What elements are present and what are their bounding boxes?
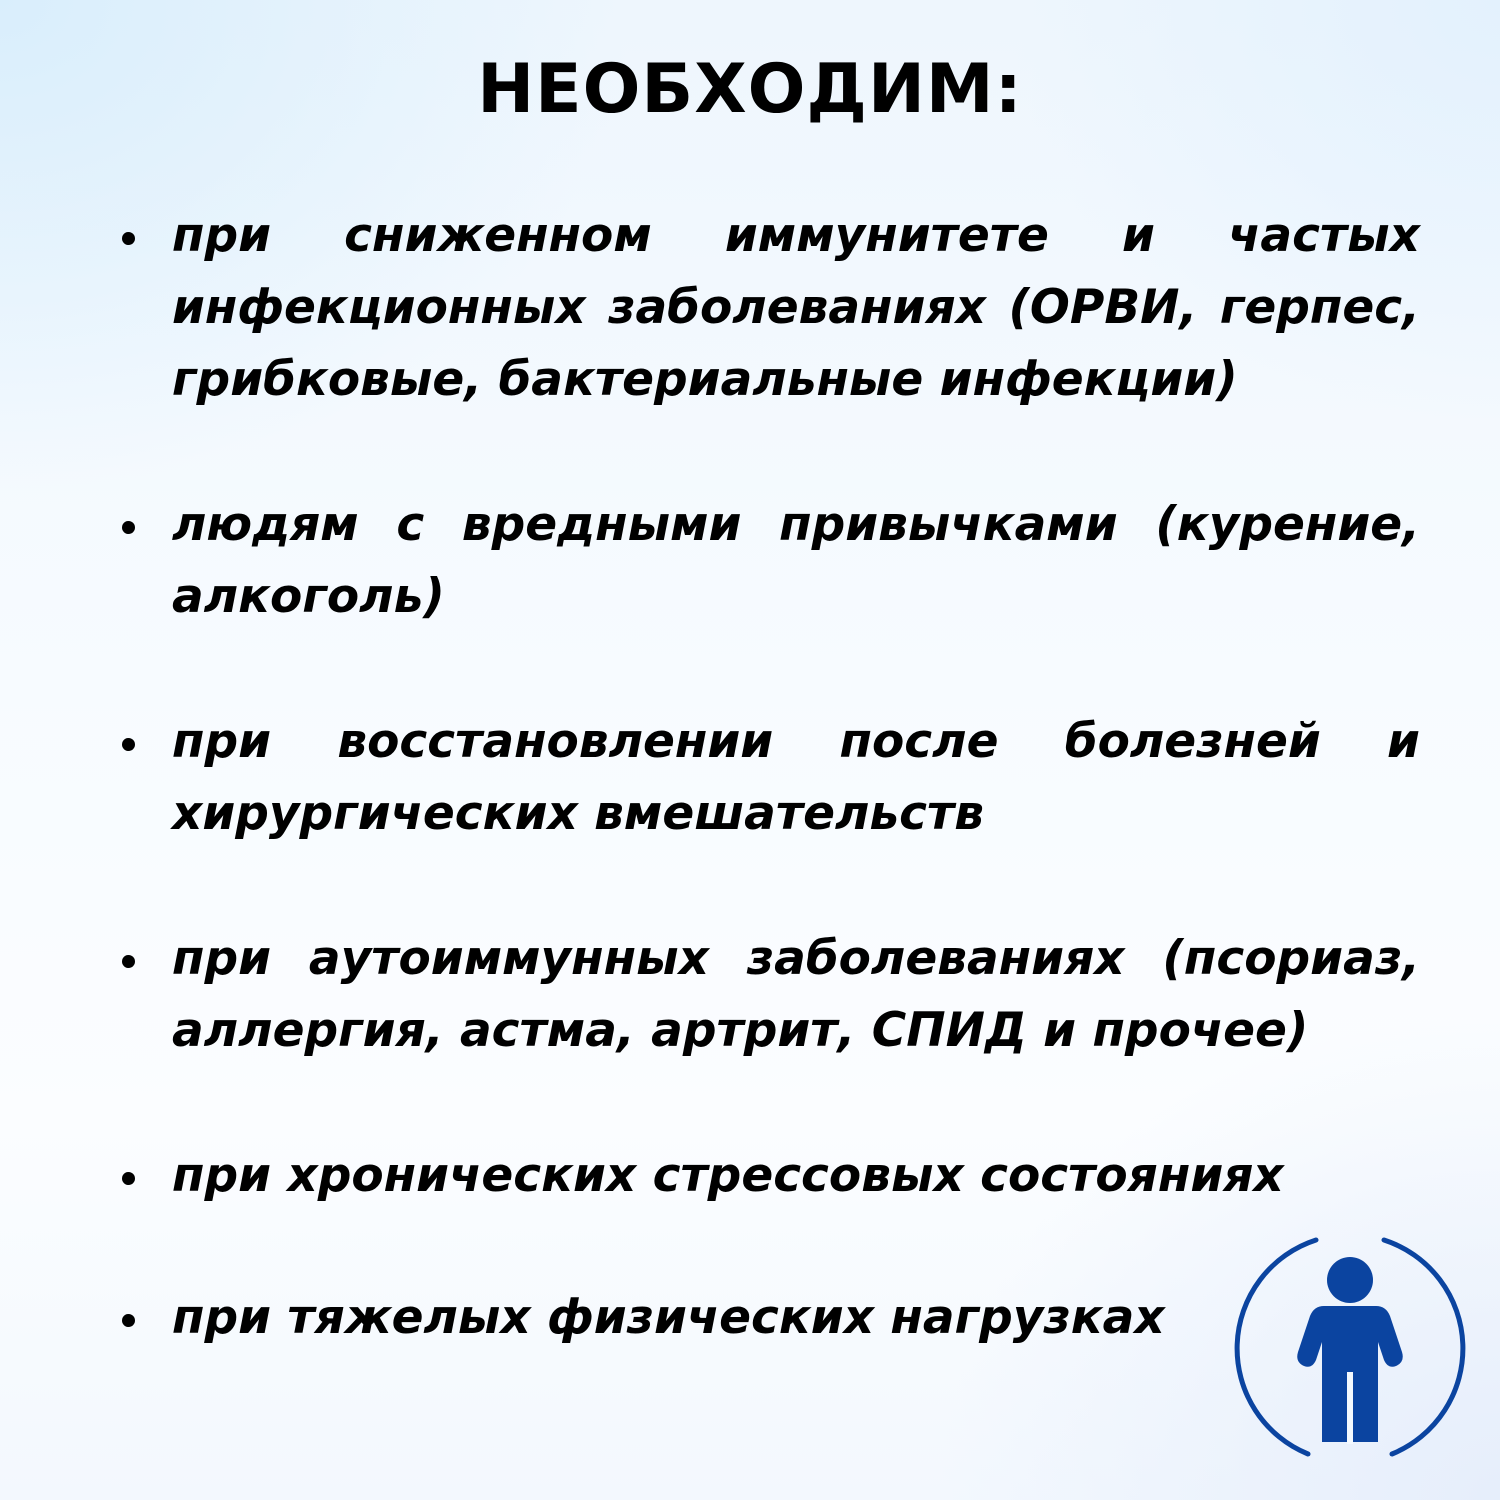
list-item: [110, 489, 1420, 633]
bullet-icon: [122, 738, 135, 751]
bullet-icon: [122, 232, 135, 245]
bullet-icon: [122, 1172, 135, 1185]
list-item: [110, 923, 1420, 1067]
bullet-icon: [122, 955, 135, 968]
list-item-text: людям с вредными привычками (курение, алкоголь): [172, 497, 1420, 624]
person-leg-gap: [1347, 1372, 1353, 1444]
list-item: [110, 706, 1420, 850]
list-item-text: при аутоиммунных заболеваниях (псориаз, аллергия, астма, артрит, СПИД и прочее): [172, 931, 1420, 1058]
bullet-icon: [122, 1314, 135, 1327]
person-head: [1327, 1257, 1373, 1303]
indications-list: [110, 200, 1420, 1424]
bullet-icon: [122, 521, 135, 534]
list-item: [110, 1140, 1420, 1212]
list-item: [110, 1282, 1420, 1354]
list-item-text: при хронических стрессовых состояниях: [172, 1148, 1284, 1203]
list-item-text: при сниженном иммунитете и частых инфекционных заболеваниях (ОРВИ, герпес, грибковые, бактериальные инфекции): [172, 208, 1420, 407]
page-title: НЕОБХОДИМ:: [477, 50, 1023, 129]
person-in-circle-icon: [1228, 1232, 1472, 1468]
list-item: [110, 200, 1420, 416]
list-item-text: при восстановлении после болезней и хирургических вмешательств: [172, 714, 1420, 841]
list-item-text: при тяжелых физических нагрузках: [172, 1290, 1165, 1345]
